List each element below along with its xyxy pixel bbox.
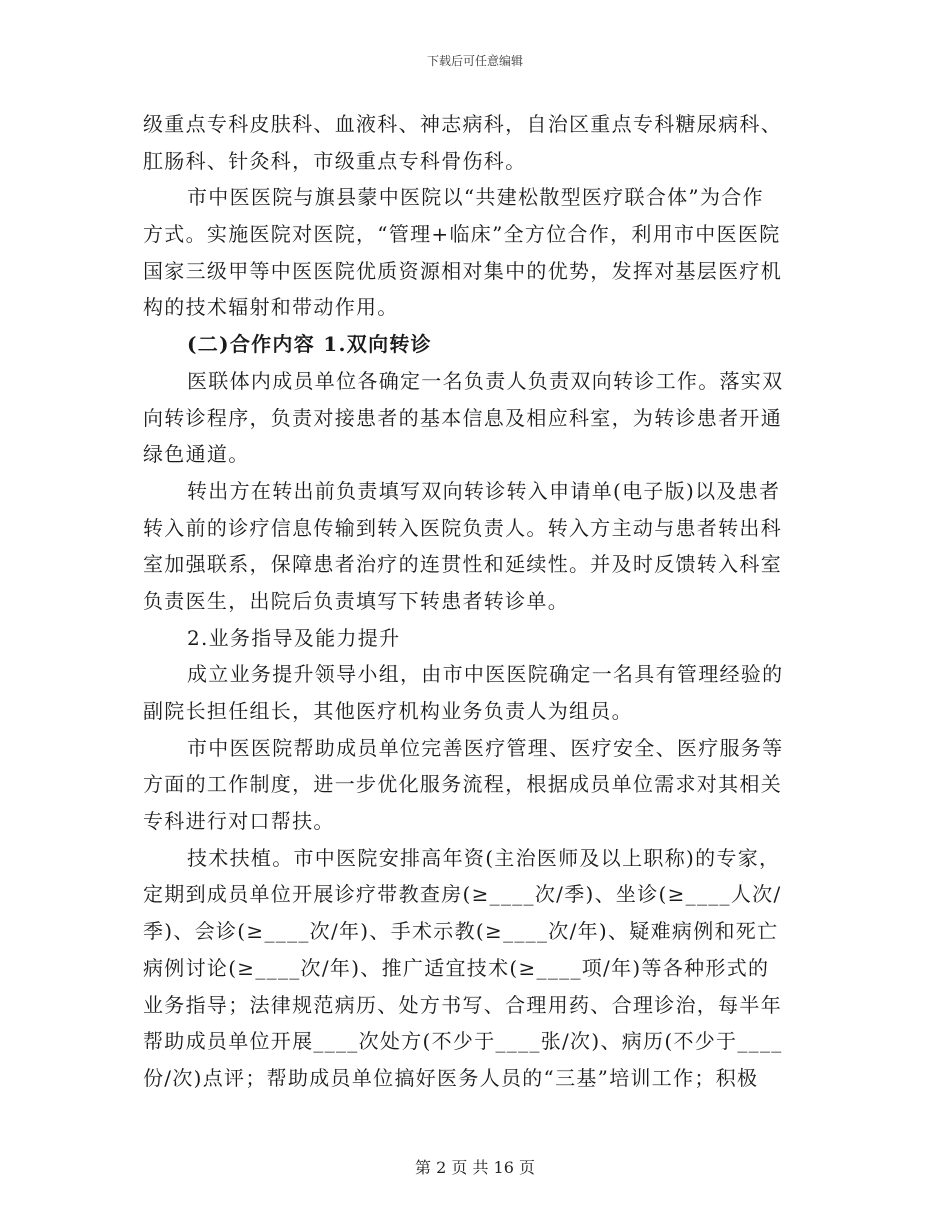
text-line: 技术扶植。市中医院安排高年资(主治医师及以上职称)的专家， <box>187 845 781 870</box>
text-line: 2.业务指导及能力提升 <box>187 625 401 650</box>
text-line: 份/次)点评；帮助成员单位搞好医务人员的“三基”培训工作；积极 <box>143 1065 759 1090</box>
text-line: 市中医医院与旗县蒙中医院以“共建松散型医疗联合体”为合作 <box>187 185 764 210</box>
text-line: 方面的工作制度，进一步优化服务流程，根据成员单位需求对其相关 <box>143 772 782 797</box>
page-footer: 第 2 页 共 16 页 <box>415 1158 535 1177</box>
document-body <box>143 106 803 1097</box>
text-line: 病例讨论(≥____次/年)、推广适宜技术(≥____项/年)等各种形式的 <box>143 955 770 980</box>
text-line: 转入前的诊疗信息传输到转入医院负责人。转入方主动与患者转出科 <box>143 515 782 540</box>
text-line: 室加强联系，保障患者治疗的连贯性和延续性。并及时反馈转入科室 <box>143 552 782 577</box>
text-line: 级重点专科皮肤科、血液科、神志病科，自治区重点专科糖尿病科、 <box>143 112 782 136</box>
text-line: 方式。实施医院对医院，“管理+临床”全方位合作，利用市中医医院 <box>143 222 781 247</box>
page-header: 下载后可任意编辑 <box>426 54 523 68</box>
text-line: 季)、会诊(≥____次/年)、手术示教(≥____次/年)、疑难病例和死亡 <box>143 919 779 944</box>
text-line: 专科进行对口帮扶。 <box>143 809 335 834</box>
text-line: 国家三级甲等中医医院优质资源相对集中的优势，发挥对基层医疗机 <box>143 258 782 283</box>
text-line: 副院长担任组长，其他医疗机构业务负责人为组员。 <box>143 699 633 723</box>
text-line: 负责医生，出院后负责填写下转患者转诊单。 <box>143 588 569 613</box>
text-line: 定期到成员单位开展诊疗带教查房(≥____次/季)、坐诊(≥____人次/ <box>143 882 782 907</box>
text-line: 向转诊程序，负责对接患者的基本信息及相应科室，为转诊患者开通 <box>143 405 782 430</box>
text-line: 绿色通道。 <box>143 442 250 467</box>
section-heading: (二)合作内容 1.双向转诊 <box>187 332 432 357</box>
text-line: 转出方在转出前负责填写双向转诊转入申请单(电子版)以及患者 <box>187 478 781 503</box>
text-line: 市中医医院帮助成员单位完善医疗管理、医疗安全、医疗服务等 <box>187 735 784 760</box>
text-line: 帮助成员单位开展____次处方(不少于____张/次)、病历(不少于____ <box>143 1029 783 1054</box>
text-line: 肛肠科、针灸科，市级重点专科骨伤科。 <box>143 148 527 173</box>
text-line: 构的技术辐射和带动作用。 <box>143 295 399 320</box>
text-line: 医联体内成员单位各确定一名负责人负责双向转诊工作。落实双 <box>187 368 784 393</box>
text-line: 业务指导；法律规范病历、处方书写、合理用药、合理诊治，每半年 <box>143 992 782 1017</box>
text-line: 成立业务提升领导小组，由市中医医院确定一名具有管理经验的 <box>187 662 784 687</box>
